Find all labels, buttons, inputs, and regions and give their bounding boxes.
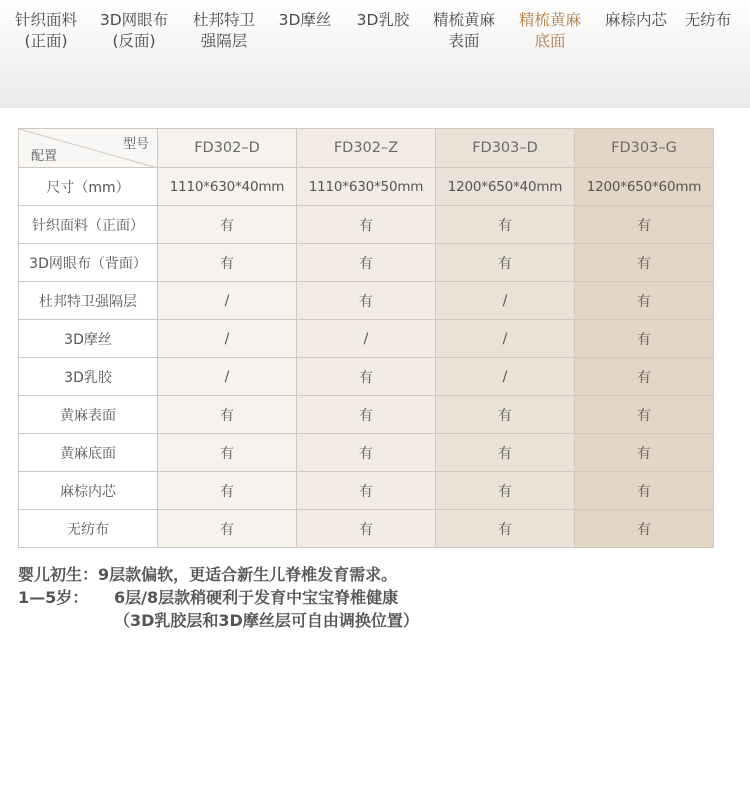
table-cell: 有 [575, 244, 714, 282]
table-cell: 1200*650*60mm [575, 168, 714, 206]
table-cell: 有 [158, 472, 297, 510]
table-row-3d-mesh [19, 244, 714, 282]
row-label: 3D网眼布（背面） [19, 244, 158, 282]
table-cell: / [158, 320, 297, 358]
model-header-fd303-d: FD303–D [436, 129, 575, 168]
table-cell: 有 [436, 396, 575, 434]
row-label: 3D乳胶 [19, 358, 158, 396]
table-cell: 有 [297, 244, 436, 282]
table-cell: 有 [158, 434, 297, 472]
row-label: 针织面料（正面） [19, 206, 158, 244]
table-row-size [19, 168, 714, 206]
table-cell: / [158, 358, 297, 396]
table-row-3d-fiber [19, 320, 714, 358]
table-cell: 有 [297, 434, 436, 472]
table-cell: / [297, 320, 436, 358]
model-header-fd302-z: FD302–Z [297, 129, 436, 168]
row-label: 麻棕内芯 [19, 472, 158, 510]
row-label: 无纺布 [19, 510, 158, 548]
spec-comparison-table [18, 128, 714, 548]
model-header-fd302-d: FD302–D [158, 129, 297, 168]
table-cell: / [436, 282, 575, 320]
table-cell: 有 [297, 358, 436, 396]
layer-label-3d-latex: 3D乳胶 [356, 11, 410, 29]
note-age-1-5 [18, 586, 419, 609]
row-label: 3D摩丝 [19, 320, 158, 358]
row-label: 黄麻底面 [19, 434, 158, 472]
table-cell: / [436, 320, 575, 358]
table-header-row [19, 129, 714, 168]
note-newborn: 婴儿初生：9层款偏软，更适合新生儿脊椎发育需求。 [18, 565, 398, 584]
table-cell: 有 [297, 510, 436, 548]
table-cell: 有 [575, 206, 714, 244]
table-cell: 有 [575, 320, 714, 358]
table-cell: 有 [575, 510, 714, 548]
row-label: 杜邦特卫强隔层 [19, 282, 158, 320]
usage-notes [18, 563, 419, 632]
table-cell: 有 [158, 244, 297, 282]
table-cell: 有 [436, 206, 575, 244]
table-cell: / [158, 282, 297, 320]
table-cell: 有 [436, 510, 575, 548]
table-cell: 有 [575, 434, 714, 472]
table-cell: 有 [575, 396, 714, 434]
layer-label-3d-mesh: 3D网眼布 (反面) [99, 11, 169, 50]
table-cell: 有 [297, 206, 436, 244]
row-label: 黄麻表面 [19, 396, 158, 434]
table-cell: 有 [158, 206, 297, 244]
table-row-knit-fabric [19, 206, 714, 244]
note-swap-layers: （3D乳胶层和3D摩丝层可自由调换位置） [114, 611, 419, 630]
model-header-fd303-g: FD303–G [575, 129, 714, 168]
layer-label-nonwoven: 无纺布 [684, 11, 732, 29]
table-row-3d-latex [19, 358, 714, 396]
layer-label-jute-top: 精梳黄麻 表面 [432, 11, 495, 50]
table-cell: 有 [436, 434, 575, 472]
note-age-key: 1—5岁： [18, 588, 89, 607]
table-cell: 1110*630*40mm [158, 168, 297, 206]
layer-label-3d-fiber: 3D摩丝 [278, 11, 332, 29]
table-row-jute-bottom [19, 434, 714, 472]
layer-header-band [0, 0, 750, 108]
corner-label-config: 配置 [31, 149, 58, 164]
table-cell: 有 [297, 472, 436, 510]
layer-label-dupont-barrier: 杜邦特卫 强隔层 [192, 11, 255, 50]
note-age-text: 6层/8层款稍硬利于发育中宝宝脊椎健康 [114, 588, 399, 607]
corner-label-model: 型号 [122, 137, 149, 152]
table-cell: 有 [158, 510, 297, 548]
layer-label-knit-fabric: 针织面料 (正面) [14, 11, 77, 50]
table-row-nonwoven [19, 510, 714, 548]
table-row-jute-top [19, 396, 714, 434]
table-cell: 有 [158, 396, 297, 434]
table-cell: 有 [575, 358, 714, 396]
table-cell: 有 [575, 282, 714, 320]
table-cell: 有 [297, 396, 436, 434]
table-row-coir-core [19, 472, 714, 510]
table-cell: 1110*630*50mm [297, 168, 436, 206]
table-cell: 有 [297, 282, 436, 320]
table-cell: / [436, 358, 575, 396]
table-corner-cell [19, 129, 158, 168]
table-row-dupont-barrier [19, 282, 714, 320]
layer-label-coir-core: 麻棕内芯 [604, 11, 667, 29]
table-cell: 有 [436, 472, 575, 510]
table-cell: 1200*650*40mm [436, 168, 575, 206]
layer-label-jute-bottom: 精梳黄麻 底面 [518, 11, 581, 50]
table-cell: 有 [575, 472, 714, 510]
row-label: 尺寸（mm） [19, 168, 158, 206]
table-cell: 有 [436, 244, 575, 282]
